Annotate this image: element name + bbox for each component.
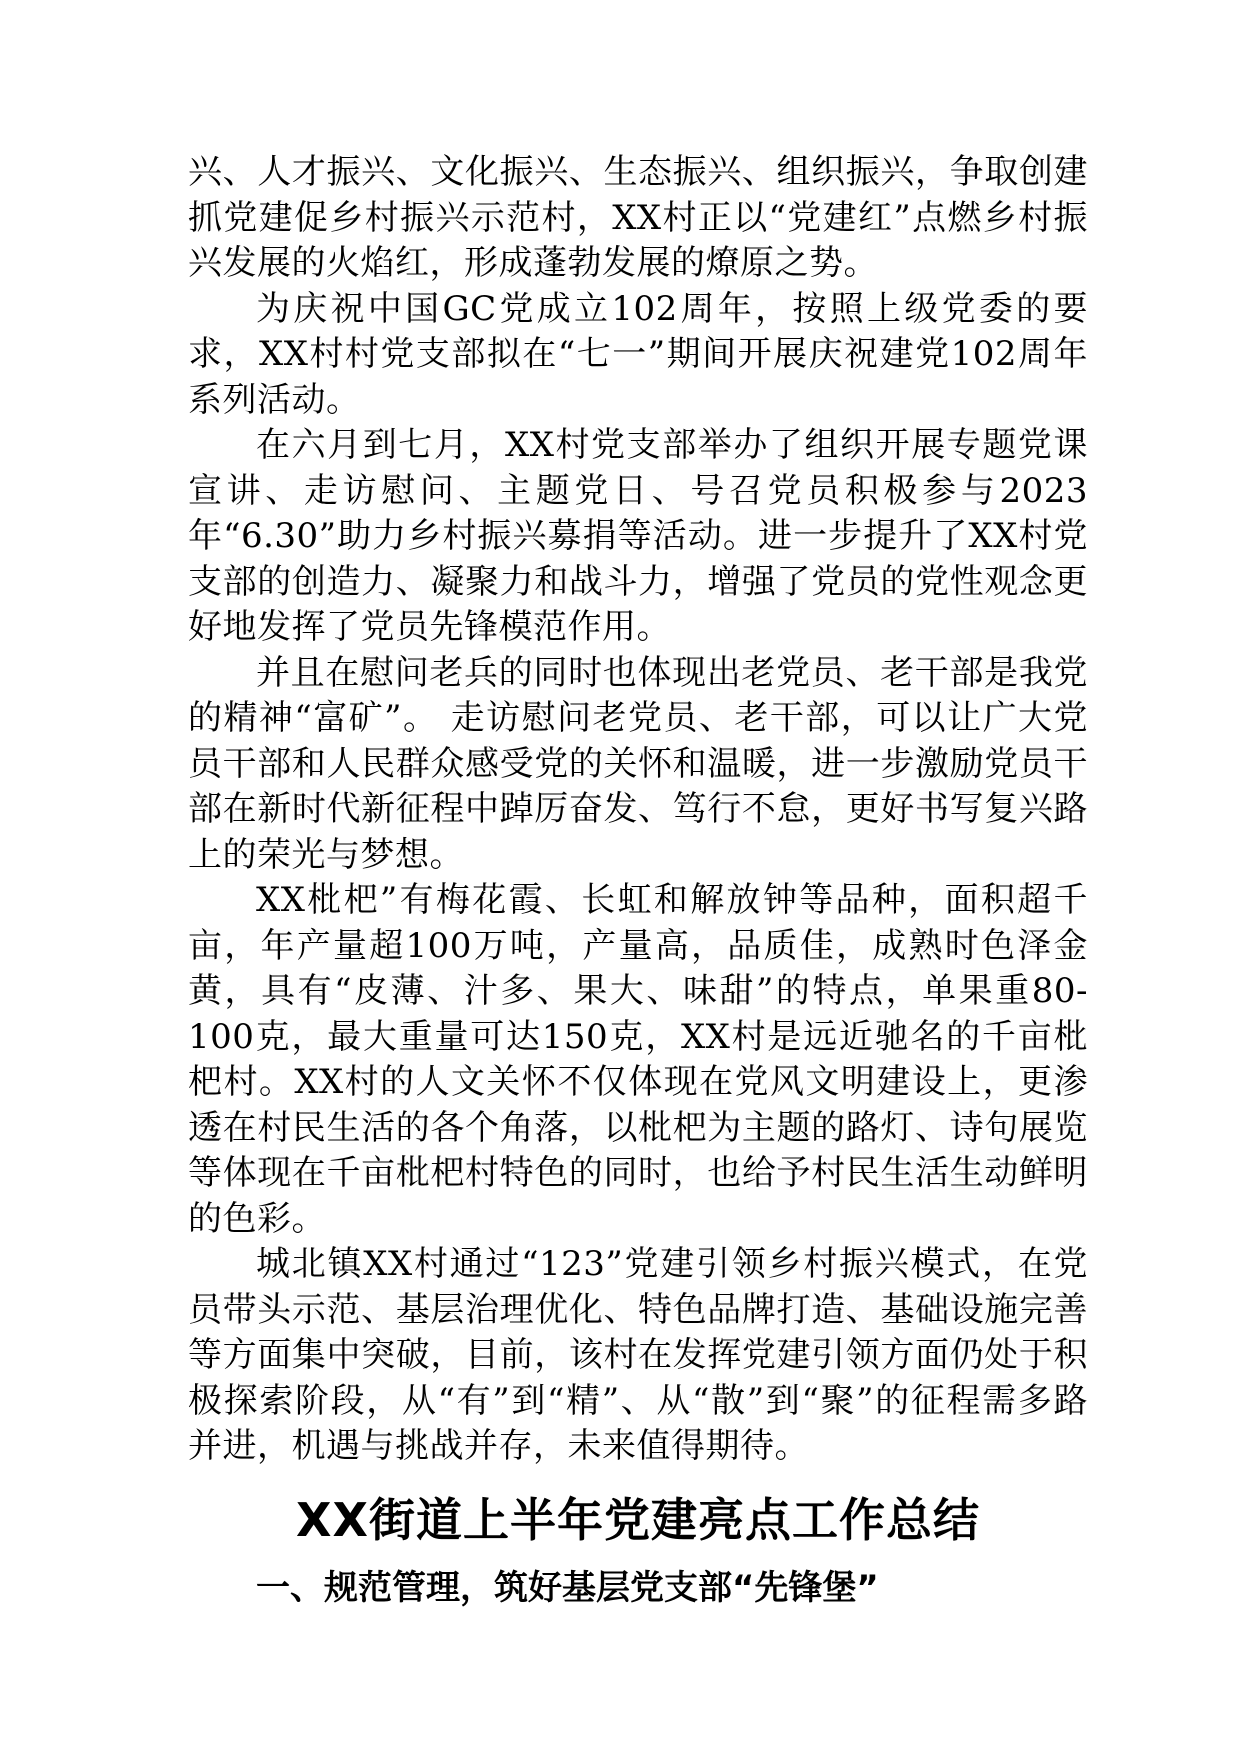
paragraph-5: XX枇杷”有梅花霞、长虹和解放钟等品种，面积超千亩，年产量超100万吨，产量高，品质佳，成熟时色泽金黄，具有“皮薄、汁多、果大、味甜”的特点，单果重80-100克，最大重量可达150克，XX村是远近驰名的千亩枇杷村。XX村的人文关怀不仅体现在党风文明建设上，更渗透在村民生活的各个角落，以枇杷为主题的路灯、诗句展览等体现在千亩枇杷村特色的同时，也给予村民生活生动鲜明的色彩。 (188, 880, 1088, 1239)
document-page (188, 150, 1088, 1612)
paragraph-4: 并且在慰问老兵的同时也体现出老党员、老干部是我党的精神“富矿”。 走访慰问老党员、老干部，可以让广大党员干部和人民群众感受党的关怀和温暖，进一步激励党员干部在新时代新征程中踔厉奋发、笃行不怠，更好书写复兴路上的荣光与梦想。 (188, 652, 1088, 875)
paragraph-2: 为庆祝中国GC党成立102周年，按照上级党委的要求，XX村村党支部拟在“七一”期间开展庆祝建党102周年系列活动。 (188, 288, 1088, 420)
paragraph-6: 城北镇XX村通过“123”党建引领乡村振兴模式，在党员带头示范、基层治理优化、特色品牌打造、基础设施完善等方面集中突破，目前，该村在发挥党建引领方面仍处于积极探索阶段，从“有”到“精”、从“散”到“聚”的征程需多路并进，机遇与挑战并存，未来值得期待。 (188, 1244, 1088, 1466)
paragraph-3: 在六月到七月，XX村党支部举办了组织开展专题党课宣讲、走访慰问、主题党日、号召党员积极参与2023年“6.30”助力乡村振兴募捐等活动。进一步提升了XX村党支部的创造力、凝聚力和战斗力，增强了党员的党性观念更好地发挥了党员先锋模范作用。 (188, 425, 1088, 647)
paragraph-1: 兴、人才振兴、文化振兴、生态振兴、组织振兴，争取创建抓党建促乡村振兴示范村，XX村正以“党建红”点燃乡村振兴发展的火焰红，形成蓬勃发展的燎原之势。 (188, 152, 1088, 283)
section-heading: 一、规范管理，筑好基层党支部“先锋堡” (256, 1567, 879, 1608)
document-title: XX街道上半年党建亮点工作总结 (296, 1492, 980, 1547)
